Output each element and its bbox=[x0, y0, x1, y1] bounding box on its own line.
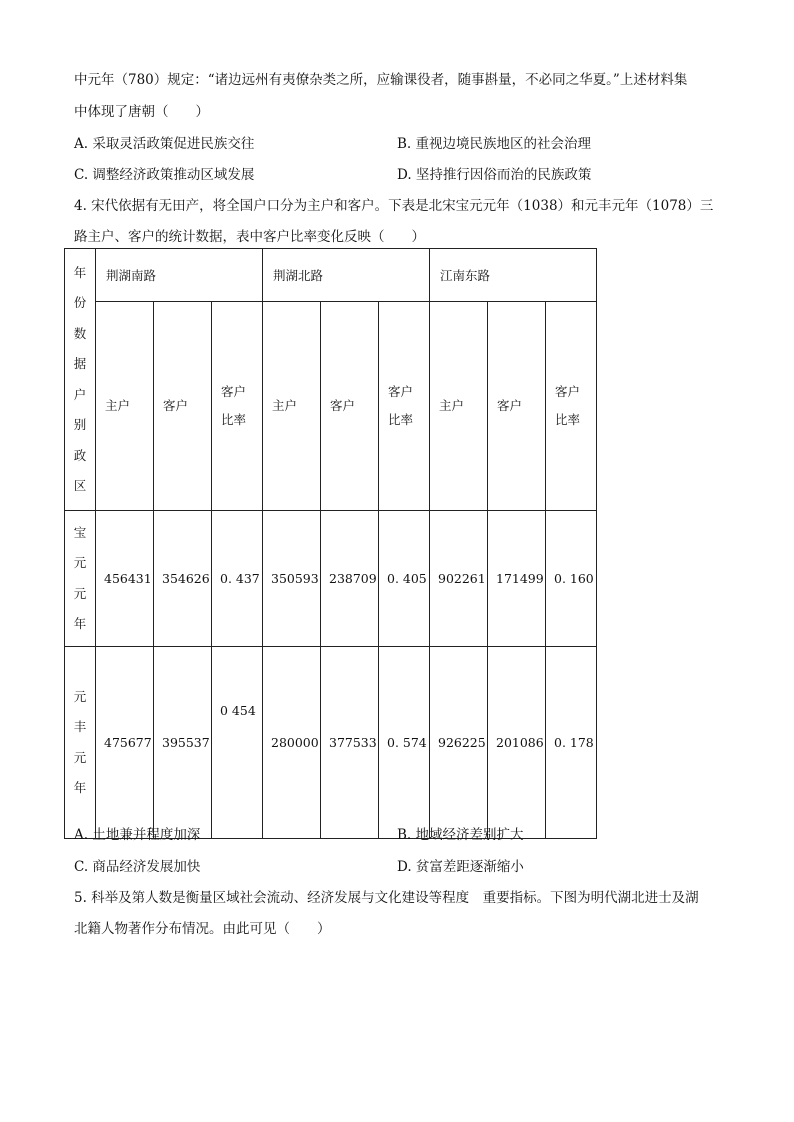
corner-char: 区 bbox=[73, 478, 87, 493]
table-cell: 0. 405 bbox=[379, 511, 430, 647]
corner-char: 据 bbox=[73, 356, 87, 371]
q3-stem-line-1: 中元年（780）规定：“诸边远州有夷僚杂类之所，应输课役者，随事斟量，不必同之华夏。”上述材料集 bbox=[74, 72, 688, 88]
table-cell: 171499 bbox=[488, 511, 546, 647]
table-cell: 0. 574 bbox=[379, 647, 430, 839]
table-row-baoyuan bbox=[65, 511, 597, 647]
table-cell: 926225 bbox=[430, 647, 488, 839]
q4-option-a[interactable]: A. 土地兼并程度加深 bbox=[74, 827, 201, 843]
corner-char: 政 bbox=[73, 447, 87, 463]
household-statistics-table bbox=[64, 248, 597, 839]
corner-char: 别 bbox=[73, 417, 87, 432]
col-header-guest-households: 客户 bbox=[488, 302, 546, 511]
table-cell: 0. 437 bbox=[212, 511, 263, 647]
q5-stem-line-2: 北籍人物著作分布情况。由此可见（ ） bbox=[74, 921, 331, 937]
table-cell: 0. 160 bbox=[546, 511, 597, 647]
table-cell: 395537 bbox=[154, 647, 212, 839]
col-header-main-households: 主户 bbox=[263, 302, 321, 511]
region-header-jinghu-south: 荆湖南路 bbox=[96, 249, 263, 302]
table-cell: 456431 bbox=[96, 511, 154, 647]
q3-option-b[interactable]: B. 重视边境民族地区的社会治理 bbox=[397, 136, 592, 152]
q3-stem-line-2: 中体现了唐朝（ ） bbox=[74, 104, 209, 120]
q3-option-d[interactable]: D. 坚持推行因俗而治的民族政策 bbox=[397, 167, 592, 183]
col-header-guest-households: 客户 bbox=[321, 302, 379, 511]
table-cell: 0. 178 bbox=[546, 647, 597, 839]
table-cell: 902261 bbox=[430, 511, 488, 647]
col-header-guest-ratio: 客户 比率 bbox=[212, 302, 263, 511]
q4-option-c[interactable]: C. 商品经济发展加快 bbox=[74, 859, 201, 875]
q3-option-c[interactable]: C. 调整经济政策推动区域发展 bbox=[74, 167, 255, 183]
col-header-guest-households: 客户 bbox=[154, 302, 212, 511]
table-cell: 350593 bbox=[263, 511, 321, 647]
row-header-year: 元 丰 元 年 bbox=[65, 647, 96, 839]
table-cell: 475677 bbox=[96, 647, 154, 839]
q4-option-d[interactable]: D. 贫富差距逐渐缩小 bbox=[397, 859, 524, 875]
region-header-jinghu-north: 荆湖北路 bbox=[263, 249, 430, 302]
table-cell: 354626 bbox=[154, 511, 212, 647]
table-cell: 377533 bbox=[321, 647, 379, 839]
q5-stem-line-1: 5. 科举及第人数是衡量区域社会流动、经济发展与文化建设等程度 重要指标。下图为明代湖北进士及湖 bbox=[74, 890, 699, 906]
row-header-year: 宝 元 元 年 bbox=[65, 511, 96, 647]
table-cell: 280000 bbox=[263, 647, 321, 839]
table-cell: 238709 bbox=[321, 511, 379, 647]
col-header-main-households: 主户 bbox=[430, 302, 488, 511]
corner-header bbox=[65, 249, 96, 511]
col-header-guest-ratio: 客户 比率 bbox=[546, 302, 597, 511]
q4-stem-line-2: 路主户、客户的统计数据，表中客户比率变化反映（ ） bbox=[74, 229, 425, 245]
corner-char: 户 bbox=[73, 386, 87, 402]
corner-char: 年 bbox=[73, 264, 87, 280]
q4-option-b[interactable]: B. 地域经济差别扩大 bbox=[397, 827, 524, 843]
table-row-yuanfeng bbox=[65, 647, 597, 839]
col-header-guest-ratio: 客户 比率 bbox=[379, 302, 430, 511]
table-cell: 201086 bbox=[488, 647, 546, 839]
table-cell: 0 454 bbox=[212, 647, 263, 839]
region-header-jiangnan-east: 江南东路 bbox=[430, 249, 597, 302]
col-header-main-households: 主户 bbox=[96, 302, 154, 511]
q3-option-a[interactable]: A. 采取灵活政策促进民族交往 bbox=[74, 136, 255, 152]
corner-char: 数 bbox=[73, 325, 87, 341]
corner-char: 份 bbox=[73, 295, 87, 310]
q4-stem-line-1: 4. 宋代依据有无田产，将全国户口分为主户和客户。下表是北宋宝元元年（1038）和元丰元年（1078）三 bbox=[74, 198, 714, 214]
